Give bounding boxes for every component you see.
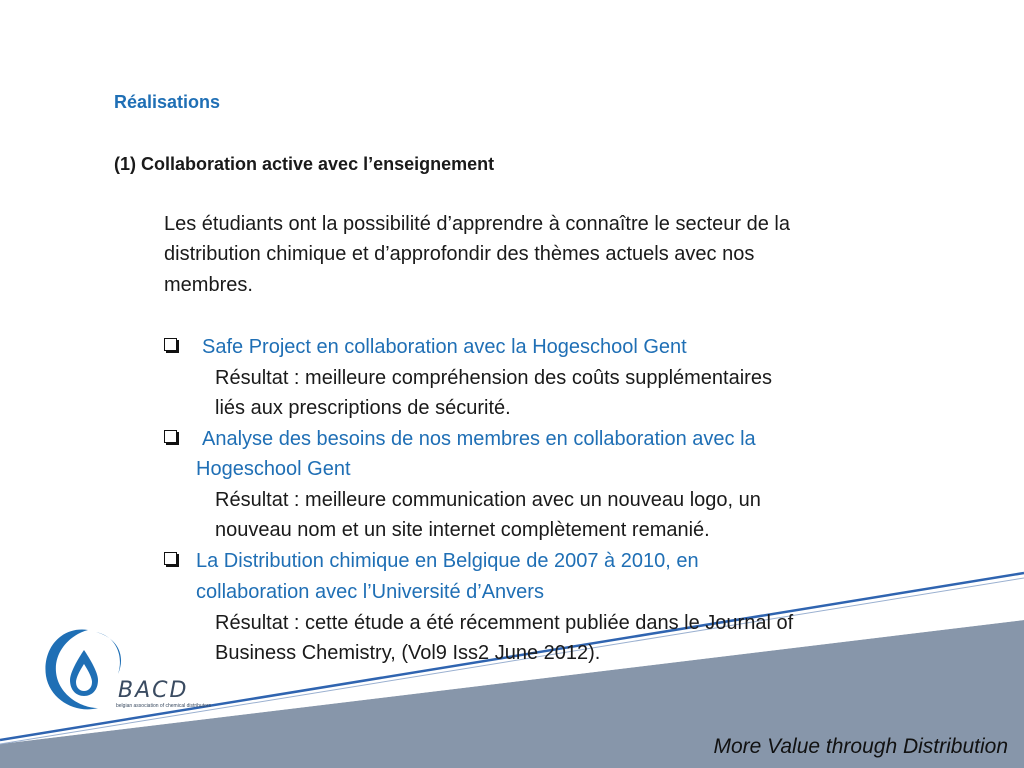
intro-line: membres.	[164, 274, 253, 296]
item-title: Safe Project en collaboration avec la Hogeschool Gent	[202, 336, 687, 358]
item-result: Business Chemistry, (Vol9 Iss2 June 2012).	[215, 642, 601, 664]
footer-tagline: More Value through Distribution	[713, 735, 1008, 758]
logo-wordmark: BACD	[118, 678, 189, 703]
item-title: Hogeschool Gent	[196, 458, 351, 480]
item-result: Résultat : cette étude a été récemment publiée dans le Journal of	[215, 612, 794, 634]
section-title: Réalisations	[114, 92, 221, 112]
item-title: collaboration avec l’Université d’Anvers	[196, 581, 544, 603]
item-result: liés aux prescriptions de sécurité.	[215, 397, 511, 419]
item-result: Résultat : meilleure compréhension des coûts supplémentaires	[215, 367, 772, 389]
checkbox-bullet-icon	[164, 338, 177, 351]
checkbox-bullet-icon	[164, 552, 177, 565]
item-result: Résultat : meilleure communication avec un nouveau logo, un	[215, 489, 761, 511]
intro-line: Les étudiants ont la possibilité d’apprendre à connaître le secteur de la	[164, 213, 790, 235]
subsection-title: (1) Collaboration active avec l’enseignement	[114, 154, 495, 174]
logo-subtitle: belgian association of chemical distributors	[116, 703, 212, 709]
item-title: Analyse des besoins de nos membres en collaboration avec la	[202, 428, 756, 450]
item-result: nouveau nom et un site internet complètement remanié.	[215, 519, 710, 541]
checkbox-bullet-icon	[164, 430, 177, 443]
intro-line: distribution chimique et d’approfondir des thèmes actuels avec nos	[164, 243, 755, 265]
item-title: La Distribution chimique en Belgique de 2007 à 2010, en	[196, 550, 699, 572]
